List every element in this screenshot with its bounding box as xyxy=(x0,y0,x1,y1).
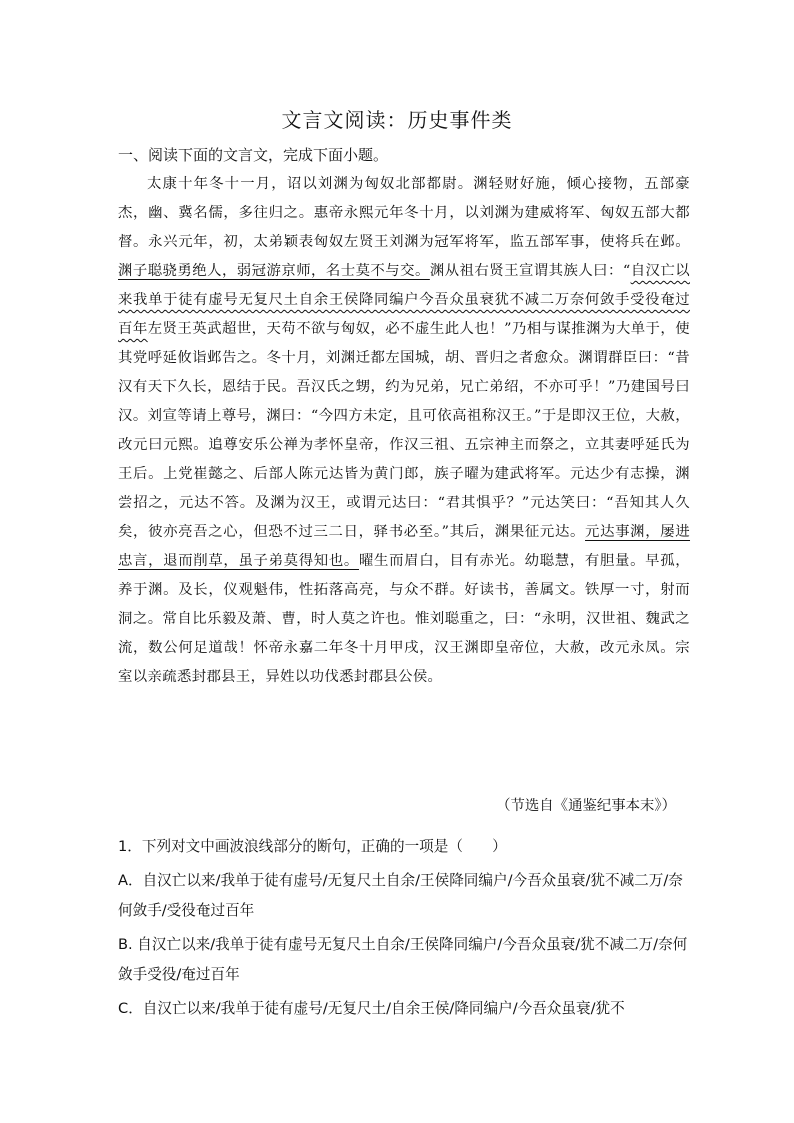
document-title: 文言文阅读：历史事件类 xyxy=(281,108,513,132)
passage-segment: 渊从祖右贤王宣谓其族人曰：“ xyxy=(429,263,631,279)
passage-segment: 曜生而眉白，目有赤光。幼聪慧，有胆量。早孤，养于渊。及长，仪观魁伟，性拓落高亮，与众不群。好读书，善属文。铁厚一寸，射而洞之。常自比乐毅及萧、曹，时人莫之许也。惟刘聪重之，曰：“永明，汉世祖、魏武之流，数公何足道哉！怀帝永嘉二年冬十月甲戌，汉王渊即皇帝位，大赦，改元永凤。宗室以亲疏悉封郡县王，异姓以功伐悉封郡县公侯。 xyxy=(118,553,691,685)
option-a: A．自汉亡以来/我单于徒有虚号/无复尺土自余/王侯降同编户/今吾众虽衰/犹不减二万/奈何敛手/受役奄过百年 xyxy=(118,872,683,919)
passage-segment: 太康十年冬十一月，诏以刘渊为匈奴北部都尉。渊轻财好施，倾心接物，五部豪杰，幽、冀名儒，多往归之。惠帝永熙元年冬十月，以刘渊为建威将军、匈奴五部大都督。永兴元年，初，太弟颖表匈奴左贤王刘渊为冠军将军，监五部军事，使将兵在邺。 xyxy=(118,176,690,250)
wavy-underlined-passage: 自汉亡以来我单于徒有虚号无复尺土自余王侯降同编户今吾众虽衰犹不减二万奈何敛手受役奄过百年 xyxy=(118,263,690,337)
passage-text xyxy=(118,170,690,692)
underlined-sentence: 渊子聪骁勇绝人，弱冠游京师，名士莫不与交。 xyxy=(118,263,430,279)
section-heading: 一、阅读下面的文言文，完成下面小题。 xyxy=(118,146,389,164)
question-stem: 1．下列对文中画波浪线部分的断句，正确的一项是（ ） xyxy=(118,838,507,855)
passage-source: （节选自《通鉴纪事本末》） xyxy=(496,798,676,814)
underlined-sentence: 元达事渊，屡进忠言，退而削草，虽子弟莫得知也。 xyxy=(118,524,691,569)
option-b: B. 自汉亡以来/我单于徒有虚号无复尺土自余/王侯降同编户/今吾众虽衰/犹不减二万/奈何敛手受役/奄过百年 xyxy=(118,936,688,983)
passage-segment: 左贤王英武超世，天苟不欲与匈奴，必不虚生此人也！”乃相与谋推渊为大单于，使其党呼延攸诣邺告之。冬十月，刘渊迁都左国城，胡、晋归之者愈众。渊谓群臣曰：“昔汉有天下久长，恩结于民。吾汉氏之甥，约为兄弟，兄亡弟绍，不亦可乎！”乃建国号曰汉。刘宣等请上尊号，渊曰：“今四方未定，且可依高祖称汉王。”于是即汉王位，大赦，改元曰元熙。追尊安乐公禅为孝怀皇帝，作汉三祖、五宗神主而祭之，立其妻呼延氏为王后。上党崔懿之、后部人陈元达皆为黄门郎，族子曜为建武将军。元达少有志操，渊尝招之，元达不答。及渊为汉王，或谓元达曰：“君其惧乎？”元达笑曰：“吾知其人久矣，彼亦亮吾之心，但恐不过三二日，驿书必至。”其后，渊果征元达。 xyxy=(118,321,690,540)
option-c: C．自汉亡以来/我单于徒有虚号/无复尺土/自余王侯/降同编户/今吾众虽衰/犹不 xyxy=(118,1000,625,1017)
